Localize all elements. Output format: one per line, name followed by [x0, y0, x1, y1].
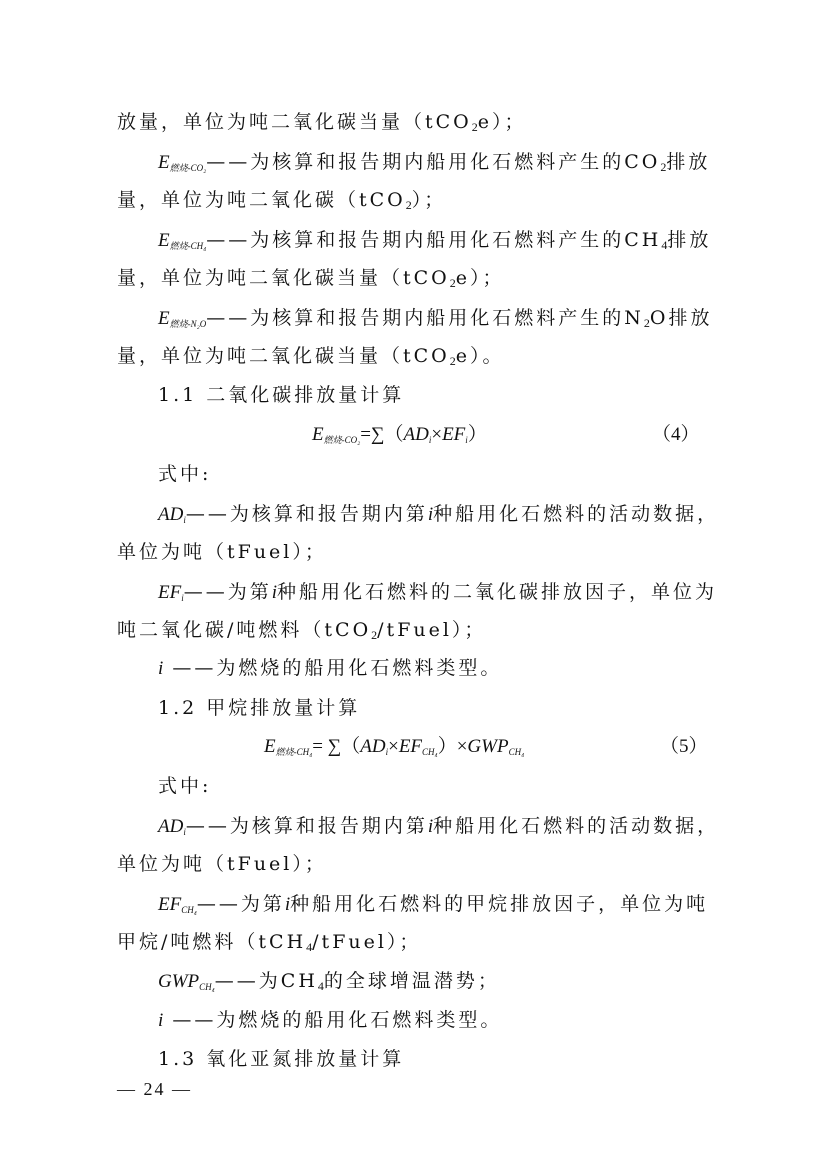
equation-number-5: （5）	[660, 736, 708, 757]
where-label: 式中:	[158, 463, 212, 485]
section-heading-1-1: 1.1 二氧化碳排放量计算	[158, 384, 405, 406]
text-line: 量，单位为吨二氧化碳当量（tCO2e）；	[117, 267, 505, 290]
definition-i: i ——为燃烧的船用化石燃料类型。	[158, 1009, 503, 1031]
text-line: 放量，单位为吨二氧化碳当量（tCO2e）；	[117, 111, 527, 134]
text-line: 甲烷/吨燃料（tCH4/tFuel）；	[117, 931, 422, 954]
definition-gwp: $GWP_{CH_4}——$为CH4的全球增温潜势；	[158, 970, 500, 993]
formula-4: $E_{燃烧-CO_2}=\sum(AD_i\times EF_i)$	[312, 424, 487, 445]
section-heading-1-2: 1.2 甲烷排放量计算	[158, 697, 361, 719]
definition-ad: $AD_i——$为核算和报告期内第i种船用化石燃料的活动数据，	[158, 815, 720, 837]
definition-e-ch4: $E_{燃烧-CH_4}——$为核算和报告期内船用化石燃料产生的CH4排放	[158, 229, 712, 252]
definition-e-co2: $E_{燃烧-CO_2}——$为核算和报告期内船用化石燃料产生的CO2排放	[158, 151, 711, 174]
formula-5: $E_{燃烧-CH_4}= \sum(AD_i\times EF_{CH_4})\times GWP_{CH_4}$	[264, 736, 525, 757]
page-number: — 24 —	[117, 1079, 192, 1099]
text-line: 单位为吨（tFuel）；	[117, 853, 327, 875]
definition-ef-ch4: $EF_{CH_4}——$为第i种船用化石燃料的甲烷排放因子，单位为吨	[158, 893, 709, 915]
text-line: 吨二氧化碳/吨燃料（tCO2/tFuel）；	[117, 619, 487, 642]
text-line: 量，单位为吨二氧化碳当量（tCO2e）。	[117, 345, 505, 368]
text-line: 量，单位为吨二氧化碳（tCO2）；	[117, 189, 447, 212]
section-heading-1-3: 1.3 氧化亚氮排放量计算	[158, 1048, 405, 1070]
definition-i: i ——为燃烧的船用化石燃料类型。	[158, 657, 503, 679]
equation-number-4: （4）	[652, 424, 700, 445]
text-line: 单位为吨（tFuel）；	[117, 541, 327, 563]
definition-ef: $EF_i——$为第i种船用化石燃料的二氧化碳排放因子，单位为	[158, 581, 718, 603]
definition-e-n2o: $E_{燃烧-N_2O}——$为核算和报告期内船用化石燃料产生的N2O排放	[158, 307, 713, 330]
where-label: 式中:	[158, 775, 212, 797]
definition-ad: $AD_i——$为核算和报告期内第i种船用化石燃料的活动数据，	[158, 503, 720, 525]
